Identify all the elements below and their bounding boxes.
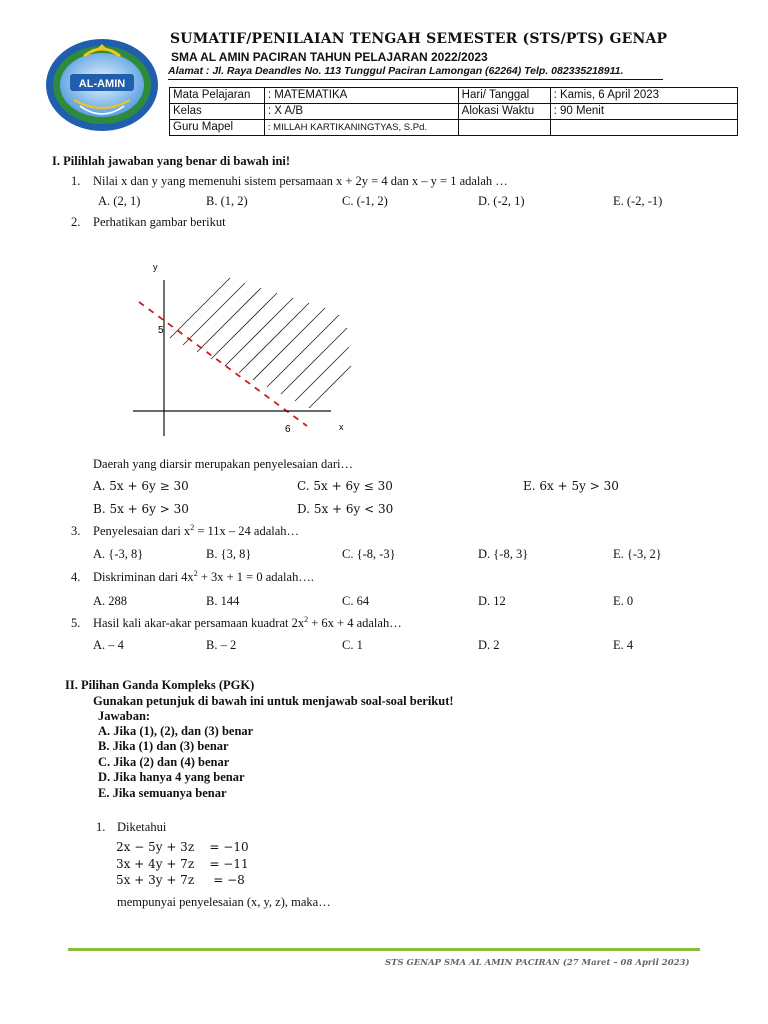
q4-option-b[interactable]: B. 144 <box>206 594 240 608</box>
q4-number: 4. <box>71 570 81 584</box>
q3-exponent: 2 <box>190 522 195 532</box>
q2-x-axis-label: x <box>339 422 344 432</box>
q5-option-a[interactable]: A. – 4 <box>93 638 124 652</box>
info-row <box>170 120 738 136</box>
q2-y-tick: 5 <box>158 325 164 336</box>
q4-text <box>93 570 314 585</box>
footer-text: STS GENAP SMA AL AMIN PACIRAN (27 Maret – 08 April 2023) <box>385 958 690 968</box>
q5-text-pre: Hasil kali akar-akar persamaan kuadrat 2x <box>93 616 305 630</box>
q1-number: 1. <box>71 174 81 188</box>
q1-option-b[interactable]: B. (1, 2) <box>206 194 248 208</box>
info-row <box>170 88 738 104</box>
exam-info-table <box>169 87 738 136</box>
info-value-class: : X A/B <box>264 104 458 120</box>
q5-option-b[interactable]: B. – 2 <box>206 638 237 652</box>
svg-text:AL-AMIN: AL-AMIN <box>78 78 126 90</box>
q2-option-e[interactable]: E. 6x + 5y > 30 <box>523 479 619 493</box>
q4-text-pre: Diskriminan dari 4x <box>93 570 194 584</box>
header-rule <box>168 79 663 80</box>
info-empty-cell <box>458 120 550 136</box>
school-address: Alamat : Jl. Raya Deandles No. 113 Tunggul Paciran Lamongan (62264) Telp. 082335218911. <box>168 65 624 77</box>
q2-option-c[interactable]: C. 5x + 6y ≤ 30 <box>297 479 393 493</box>
q1-text: Nilai x dan y yang memenuhi sistem persamaan x + 2y = 4 dan x – y = 1 adalah … <box>93 174 508 188</box>
q2-y-axis-label: y <box>153 262 158 272</box>
info-value-subject: : MATEMATIKA <box>264 88 458 104</box>
q3-number: 3. <box>71 524 81 538</box>
info-value-teacher: : MILLAH KARTIKANINGTYAS, S.Pd. <box>264 120 458 136</box>
pgk-q1-text: Diketahui <box>117 820 167 834</box>
q4-text-post: + 3x + 1 = 0 adalah…. <box>197 570 314 584</box>
q5-option-d[interactable]: D. 2 <box>478 638 500 652</box>
q3-option-b[interactable]: B. {3, 8} <box>206 547 252 561</box>
answer-key-e: E. Jika semuanya benar <box>98 786 227 800</box>
exam-title: SUMATIF/PENILAIAN TENGAH SEMESTER (STS/PTS) GENAP <box>170 31 668 47</box>
info-row <box>170 104 738 120</box>
q3-option-a[interactable]: A. {-3, 8} <box>93 547 144 561</box>
info-label-subject: Mata Pelajaran <box>170 88 265 104</box>
info-empty-cell <box>550 120 737 136</box>
answer-key-b: B. Jika (1) dan (3) benar <box>98 739 229 753</box>
pgk-q1-number: 1. <box>96 820 106 834</box>
q2-graph <box>125 250 355 440</box>
q1-option-a[interactable]: A. (2, 1) <box>98 194 141 208</box>
pgk-q1-equation-2: 3x + 4y + 7z = −11 <box>116 857 249 871</box>
q2-prompt: Daerah yang diarsir merupakan penyelesaian dari… <box>93 457 353 471</box>
q3-text <box>93 524 299 539</box>
q1-option-e[interactable]: E. (-2, -1) <box>613 194 663 208</box>
q4-option-c[interactable]: C. 64 <box>342 594 370 608</box>
q4-option-a[interactable]: A. 288 <box>93 594 128 608</box>
section-2-instruction: Gunakan petunjuk di bawah ini untuk menjawab soal-soal berikut! <box>93 694 454 708</box>
q5-text-post: + 6x + 4 adalah… <box>308 616 402 630</box>
answer-key-d: D. Jika hanya 4 yang benar <box>98 770 245 784</box>
q1-option-c[interactable]: C. (-1, 2) <box>342 194 388 208</box>
answer-key-c: C. Jika (2) dan (4) benar <box>98 755 230 769</box>
info-label-class: Kelas <box>170 104 265 120</box>
q1-option-d[interactable]: D. (-2, 1) <box>478 194 525 208</box>
section-2-title: II. Pilihan Ganda Kompleks (PGK) <box>65 678 255 692</box>
q3-text-pre: Penyelesaian dari x <box>93 524 191 538</box>
q5-text <box>93 616 402 631</box>
q5-number: 5. <box>71 616 81 630</box>
q3-text-post: = 11x – 24 adalah… <box>194 524 300 538</box>
pgk-q1-tail: mempunyai penyelesaian (x, y, z), maka… <box>117 895 331 909</box>
info-value-duration: : 90 Menit <box>550 104 737 120</box>
info-label-teacher: Guru Mapel <box>170 120 265 136</box>
q2-option-d[interactable]: D. 5x + 6y < 30 <box>297 502 394 516</box>
q2-text: Perhatikan gambar berikut <box>93 215 226 229</box>
q5-option-c[interactable]: C. 1 <box>342 638 363 652</box>
q2-option-b[interactable]: B. 5x + 6y > 30 <box>93 502 189 516</box>
pgk-q1-equation-3: 5x + 3y + 7z = −8 <box>116 873 245 887</box>
q3-option-d[interactable]: D. {-8, 3} <box>478 547 529 561</box>
info-label-date: Hari/ Tanggal <box>458 88 550 104</box>
q5-exponent: 2 <box>304 614 309 624</box>
q2-option-a[interactable]: A. 5x + 6y ≥ 30 <box>93 479 189 493</box>
answer-key-a: A. Jika (1), (2), dan (3) benar <box>98 724 254 738</box>
q2-x-tick: 6 <box>285 424 291 435</box>
q4-option-d[interactable]: D. 12 <box>478 594 506 608</box>
q2-number: 2. <box>71 215 81 229</box>
school-logo <box>44 36 160 134</box>
q3-option-c[interactable]: C. {-8, -3} <box>342 547 396 561</box>
answers-title: Jawaban: <box>98 709 151 723</box>
info-label-duration: Alokasi Waktu <box>458 104 550 120</box>
pgk-q1-equation-1: 2x − 5y + 3z = −10 <box>116 840 249 854</box>
info-value-date: : Kamis, 6 April 2023 <box>550 88 737 104</box>
q4-exponent: 2 <box>193 568 198 578</box>
q4-option-e[interactable]: E. 0 <box>613 594 634 608</box>
footer-rule <box>68 948 700 951</box>
school-name: SMA AL AMIN PACIRAN TAHUN PELAJARAN 2022/2023 <box>171 50 488 64</box>
section-1-title: I. Pilihlah jawaban yang benar di bawah ini! <box>52 154 291 168</box>
q5-option-e[interactable]: E. 4 <box>613 638 634 652</box>
q3-option-e[interactable]: E. {-3, 2} <box>613 547 662 561</box>
